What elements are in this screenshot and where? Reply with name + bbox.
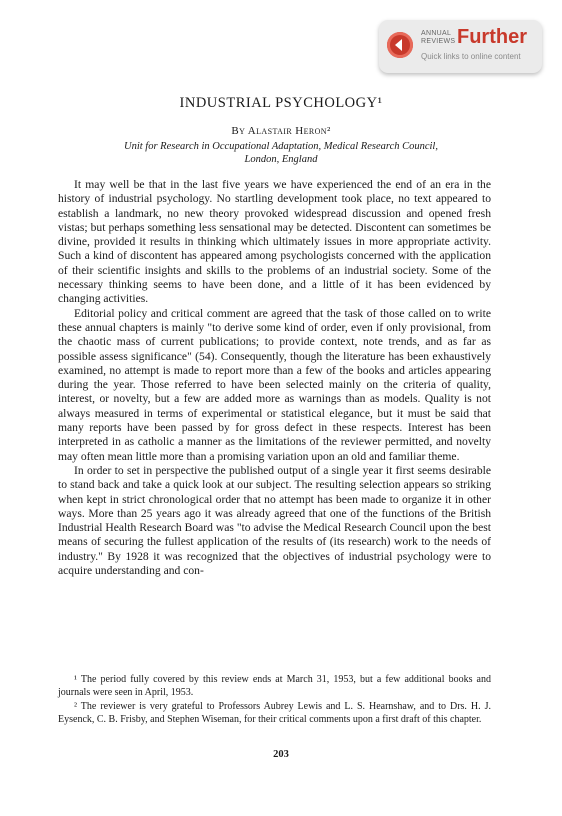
footnote-1: ¹ The period fully covered by this review ends at March 31, 1953, but a few additional books and journals were seen in April, 1953.: [58, 674, 491, 698]
article-author: By Alastair Heron²: [231, 125, 331, 137]
badge-reviews-label: REVIEWS: [421, 38, 456, 45]
annual-reviews-further-badge[interactable]: [379, 20, 542, 73]
affiliation-line-1: Unit for Research in Occupational Adaptation, Medical Research Council,: [124, 141, 438, 152]
footnote-2: ² The reviewer is very grateful to Professors Aubrey Lewis and L. S. Hearnshaw, and to Drs. H. J. Eysenck, C. B. Frisby, and Stephen Wiseman, for their critical comments upon a first draft of this chapter.: [58, 701, 491, 725]
body-paragraph-2: Editorial policy and critical comment are agreed that the task of those called on to write these annual chapters is mainly "to derive some kind of order, even if only provisional, from the chaotic mass of current publications; to provide context, note trends, and as far as possible assess significance" (54). Consequently, though the literature has been exhaustively examined, no attempt is made to report more than a few of the books and articles appearing during the year. Those referred to have been selected mainly on the criteria of quality, interest, or novelty, but a few are added more as warnings than as models. Quality is not always measured in terms of experimental or statistical elegance, but it must be said that many reports have been passed by for gross defect in these respects. Interest has been interpreted in as catholic a manner as the limitations of the reviewer permitted, and novelty may often mean little more than a promising variation upon an old and familiar theme.: [58, 306, 491, 463]
badge-annual-label: ANNUAL: [421, 30, 452, 37]
badge-subtitle: Quick links to online content: [421, 52, 521, 61]
author-affiliation: [0, 140, 562, 166]
article-body: [58, 178, 491, 578]
footnotes: [58, 674, 491, 728]
play-arrow-icon: [387, 32, 413, 58]
page-number: 203: [273, 749, 289, 760]
body-paragraph-1: It may well be that in the last five years we have experienced the end of an era in the history of industrial psychology. No startling development took place, no text appeared to establish a landmark, no new theory provoked widespread discussion and opened fresh vistas; but perhaps something less sensational may be detected. Discontent can sometimes be divine, provided it results in thinking which ultimately issues in more appropriate activity. Such a kind of discontent has appeared among psychologists concerned with the application of their scientific insights and skills to the problems of an industrial society. Some of the necessary thinking seems to have been done, and a little of it has been evidenced by changing activities.: [58, 178, 491, 306]
article-title: INDUSTRIAL PSYCHOLOGY¹: [179, 95, 383, 111]
body-paragraph-3: In order to set in perspective the published output of a single year it first seems desirable to stand back and take a quick look at our subject. The resulting selection appears so striking when kept in strict chronological order that no attempt has been made to organize it in other ways. More than 25 years ago it was already agreed that one of the functions of the British Industrial Health Research Board was "to advise the Medical Research Council upon the best means of securing the fullest application of the results of (its research) work to the needs of industry." By 1928 it was recognized that the objectives of industrial psychology were to acquire understanding and con-: [58, 463, 491, 578]
badge-further-label: Further: [457, 26, 527, 48]
affiliation-line-2: London, England: [244, 154, 318, 165]
